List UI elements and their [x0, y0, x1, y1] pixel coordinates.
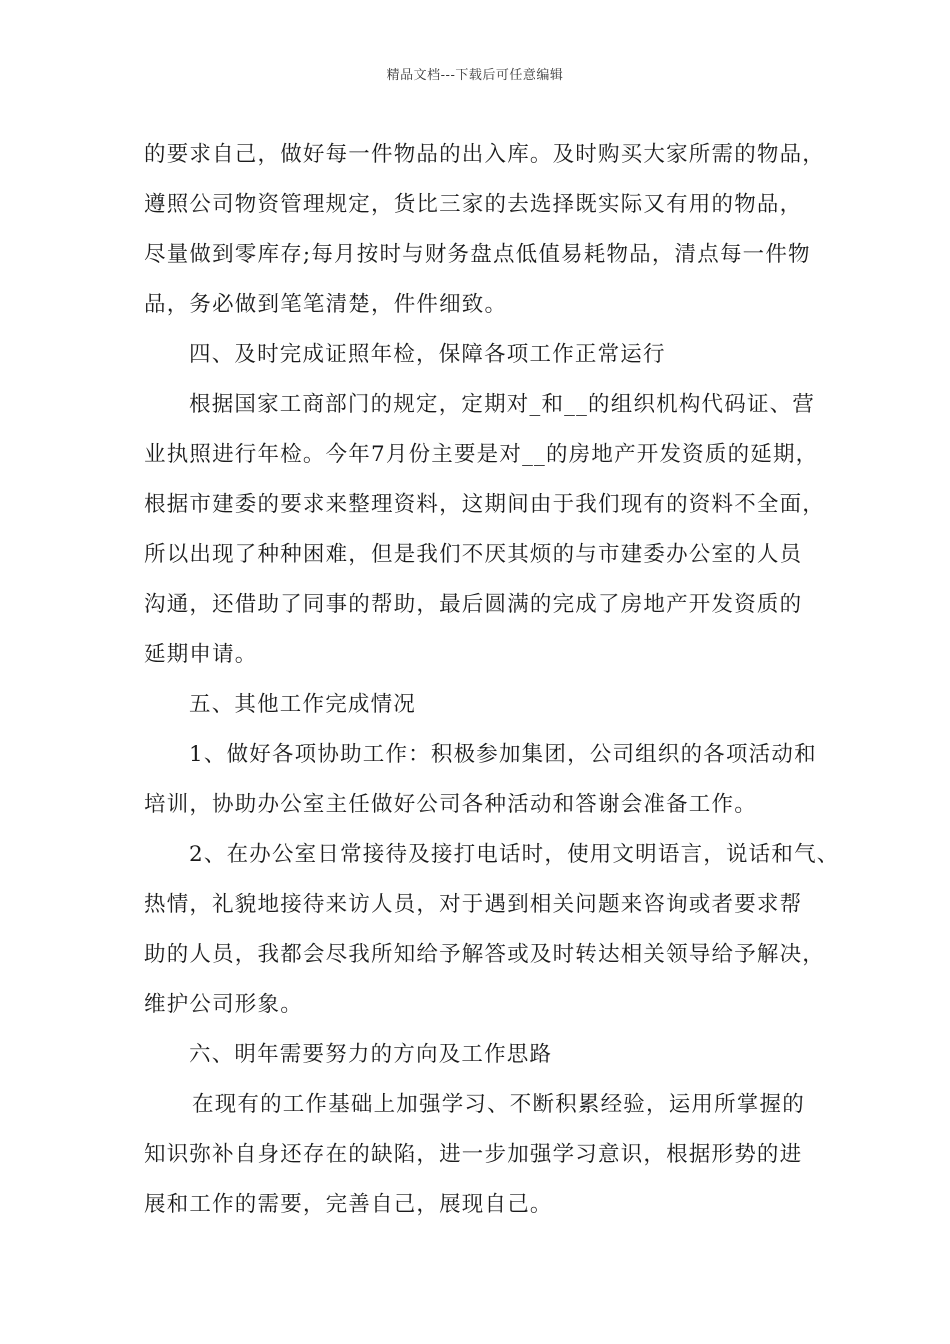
- body-line: 根据市建委的要求来整理资料，这期间由于我们现有的资料不全面，: [144, 492, 826, 517]
- body-line: 在现有的工作基础上加强学习、不断积累经验，运用所掌握的: [192, 1092, 805, 1117]
- body-line: 根据国家工商部门的规定，定期对_和__的组织机构代码证、营: [189, 392, 816, 417]
- body-line: 延期申请。: [144, 642, 258, 667]
- body-line: 业执照进行年检。今年7月份主要是对__的房地产开发资质的延期，: [144, 442, 819, 467]
- body-line: 展和工作的需要，完善自己，展现自己。: [144, 1192, 553, 1217]
- section-heading: 四、及时完成证照年检，保障各项工作正常运行: [189, 342, 666, 367]
- body-line: 知识弥补自身还存在的缺陷，进一步加强学习意识，根据形势的进: [144, 1142, 803, 1167]
- body-line: 热情，礼貌地接待来访人员，对于遇到相关问题来咨询或者要求帮: [144, 892, 803, 917]
- body-line: 培训，协助办公室主任做好公司各种活动和答谢会准备工作。: [144, 792, 757, 817]
- body-line: 助的人员，我都会尽我所知给予解答或及时转达相关领导给予解决，: [144, 942, 826, 967]
- body-line: 1、做好各项协助工作：积极参加集团，公司组织的各项活动和: [189, 742, 817, 767]
- document-body: [144, 130, 840, 1230]
- body-line: 2、在办公室日常接待及接打电话时，使用文明语言，说话和气、: [189, 842, 840, 867]
- section-heading: 五、其他工作完成情况: [189, 692, 417, 717]
- page-header: 精品文档---下载后可任意编辑: [386, 68, 564, 83]
- body-line: 尽量做到零库存;每月按时与财务盘点低值易耗物品，清点每一件物: [144, 242, 811, 267]
- body-line: 遵照公司物资管理规定，货比三家的去选择既实际又有用的物品，: [144, 192, 803, 217]
- body-line: 的要求自己，做好每一件物品的出入库。及时购买大家所需的物品，: [144, 142, 826, 167]
- body-line: 维护公司形象。: [144, 992, 303, 1017]
- body-line: 品，务必做到笔笔清楚，件件细致。: [144, 292, 508, 317]
- body-line: 沟通，还借助了同事的帮助，最后圆满的完成了房地产开发资质的: [144, 592, 803, 617]
- section-heading: 六、明年需要努力的方向及工作思路: [189, 1042, 553, 1067]
- body-line: 所以出现了种种困难，但是我们不厌其烦的与市建委办公室的人员: [144, 542, 803, 567]
